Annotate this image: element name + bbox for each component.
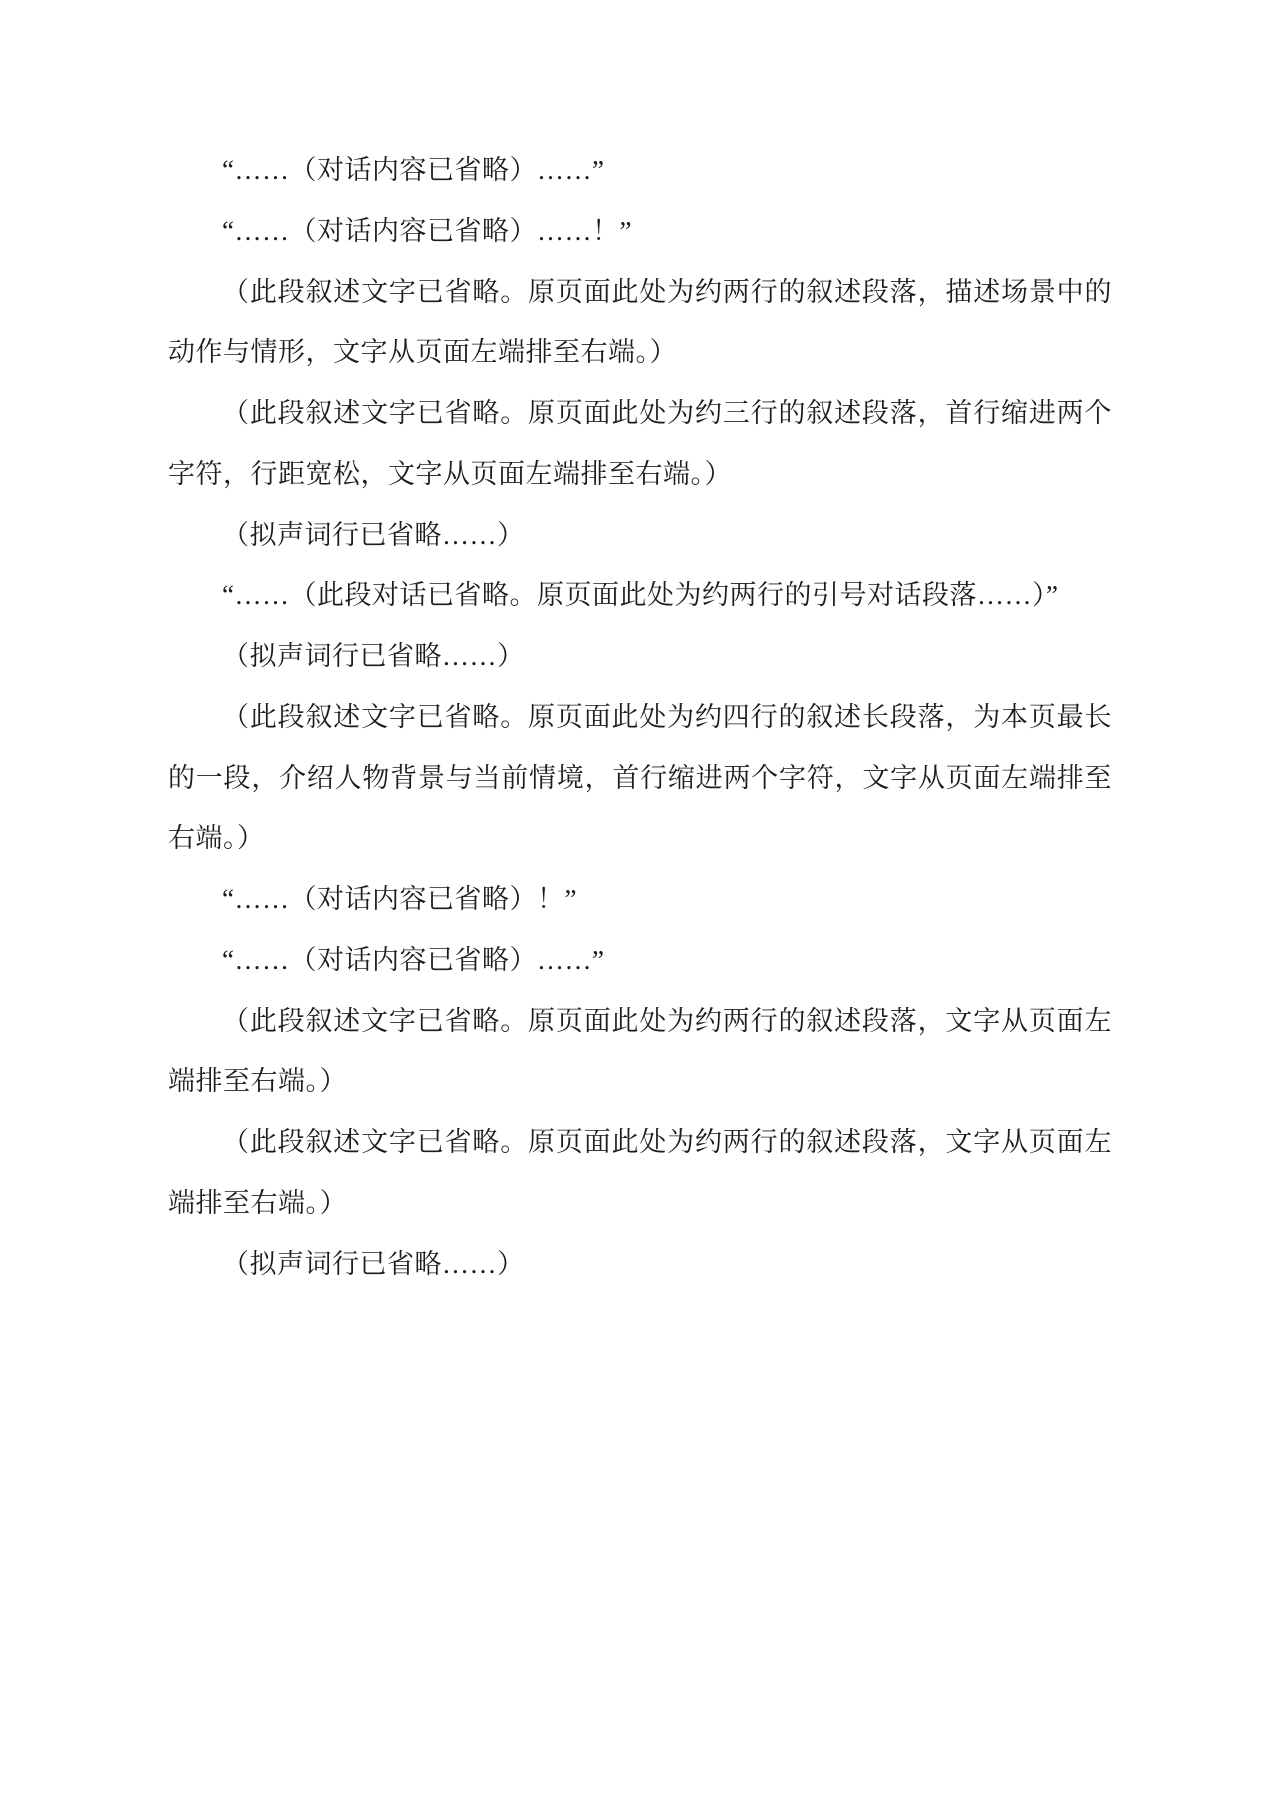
paragraph: （此段叙述文字已省略。原页面此处为约两行的叙述段落，文字从页面左端排至右端。） [168,1005,1112,1097]
paragraph: “……（对话内容已省略）！” [222,884,577,914]
paragraph: （此段叙述文字已省略。原页面此处为约四行的叙述长段落，为本页最长的一段，介绍人物背景与当前情境，首行缩进两个字符，文字从页面左端排至右端。） [168,701,1112,854]
paragraph: “……（对话内容已省略）……” [222,944,605,975]
paragraph: （拟声词行已省略……） [222,641,525,671]
paragraph: （此段叙述文字已省略。原页面此处为约两行的叙述段落，描述场景中的动作与情形，文字从页面左端排至右端。） [168,276,1112,368]
paragraph: （拟声词行已省略……） [222,519,525,550]
paragraph: “……（对话内容已省略）……！” [222,215,632,246]
paragraph: （此段叙述文字已省略。原页面此处为约三行的叙述段落，首行缩进两个字符，行距宽松，文字从页面左端排至右端。） [168,398,1112,489]
paragraph: （拟声词行已省略……） [222,1248,525,1279]
page-text-body [168,140,1112,1294]
paragraph: （此段叙述文字已省略。原页面此处为约两行的叙述段落，文字从页面左端排至右端。） [168,1127,1112,1218]
paragraph: “……（对话内容已省略）……” [222,155,605,185]
paragraph: “……（此段对话已省略。原页面此处为约两行的引号对话段落……）” [222,580,1059,611]
